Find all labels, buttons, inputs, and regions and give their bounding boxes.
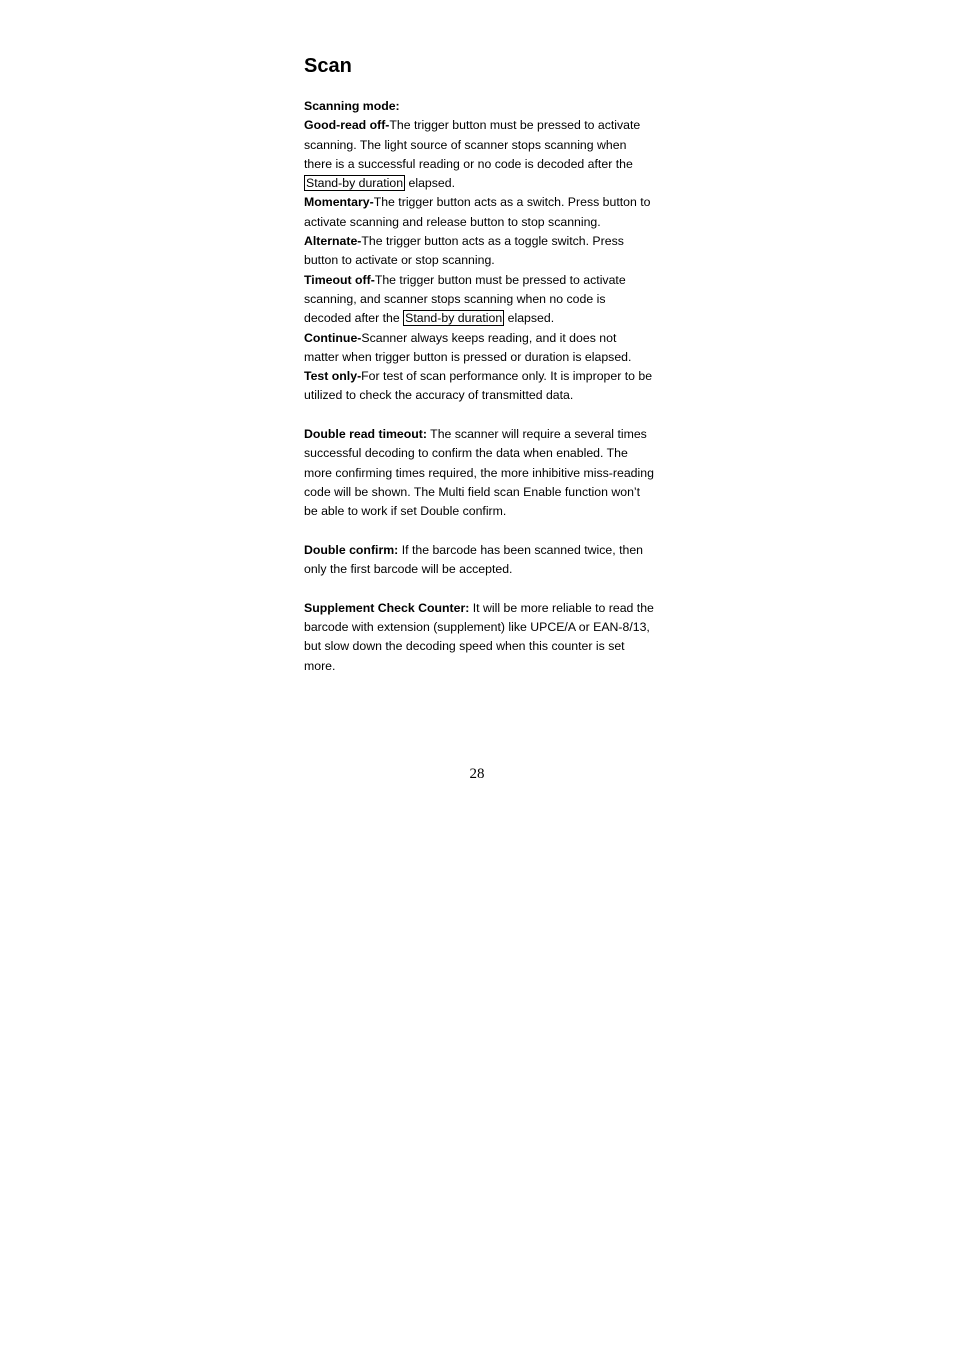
double-confirm-entry: Double confirm: If the barcode has been scanned twice, then only the first barcode will be accepted. — [304, 542, 644, 577]
good-read-off-entry: Good-read off-The trigger button must be pressed to activate scanning. The light source of scanner stops scanning when there is a successful reading or no code is decoded after the Stand-by duration elapsed. — [304, 118, 641, 191]
page-title: Scan — [304, 55, 352, 77]
good-read-off-term: Good-read off- — [304, 118, 390, 133]
paragraph-gap — [304, 579, 654, 598]
alternate-entry: Alternate-The trigger button acts as a toggle switch. Press button to activate or stop scanning. — [304, 234, 624, 268]
timeout-off-term: Timeout off- — [304, 272, 375, 287]
test-only-entry: Test only-For test of scan performance only. It is improper to be utilized to check the accuracy of transmitted data. — [304, 369, 653, 403]
supplement-check-counter-entry: Supplement Check Counter: It will be more reliable to read the barcode with extension (supplement) like UPCE/A or EAN-8/13, but slow down the decoding speed when this counter is set more. — [304, 600, 654, 673]
double-read-timeout-entry: Double read timeout: The scanner will require a several times successful decoding to confirm the data when enabled. The more confirming times required, the more inhibitive miss-reading code will be shown. The Multi field scan Enable function won’t be able to work if set Double confirm. — [304, 427, 654, 519]
page-number: 28 — [469, 766, 485, 782]
double-confirm-term: Double confirm: — [304, 542, 399, 557]
timeout-off-entry: Timeout off-The trigger button must be pressed to activate scanning, and scanner stops scanning when no code is decoded after the Stand-by duration elapsed. — [304, 272, 626, 326]
stand-by-duration-reference: Stand-by duration — [405, 311, 503, 326]
document-body — [304, 97, 654, 676]
paragraph-gap — [304, 522, 654, 541]
momentary-entry: Momentary-The trigger button acts as a switch. Press button to activate scanning and release button to stop scanning. — [304, 195, 651, 229]
supplement-check-counter-term: Supplement Check Counter: — [304, 600, 470, 615]
scanning-mode-heading: Scanning mode: — [304, 99, 400, 113]
continue-entry: Continue-Scanner always keeps reading, and it does not matter when trigger button is pressed or duration is elapsed. — [304, 330, 632, 364]
test-only-term: Test only- — [304, 369, 362, 384]
stand-by-duration-reference: Stand-by duration — [306, 176, 404, 191]
continue-term: Continue- — [304, 330, 362, 345]
paragraph-gap — [304, 406, 654, 425]
alternate-term: Alternate- — [304, 234, 362, 249]
double-read-timeout-term: Double read timeout: — [304, 427, 427, 442]
momentary-term: Momentary- — [304, 195, 374, 210]
